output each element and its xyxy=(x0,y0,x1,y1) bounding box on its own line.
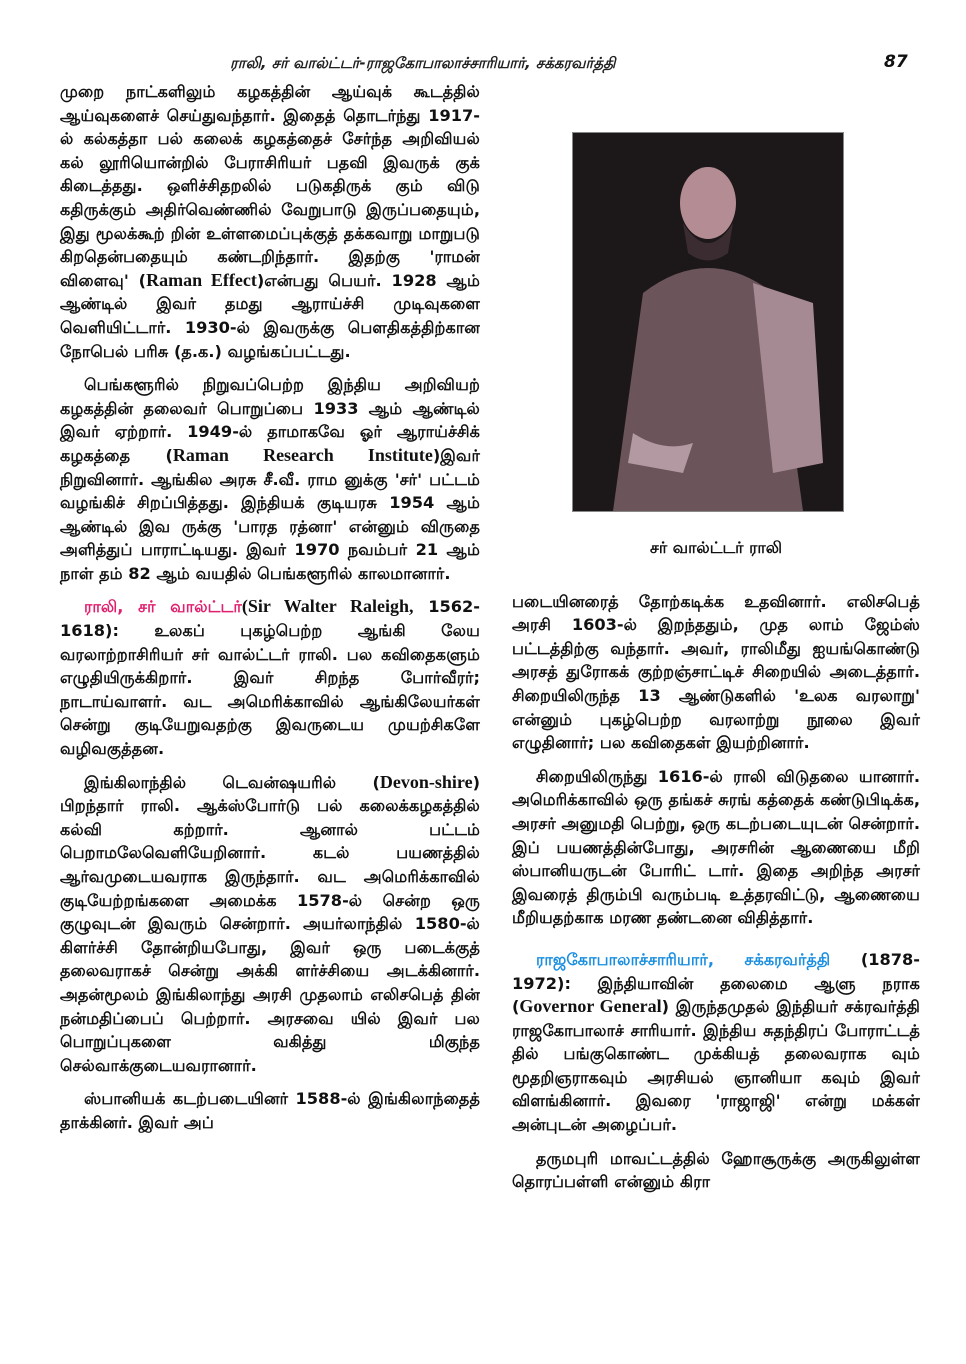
portrait-photo xyxy=(572,132,844,512)
paragraph: இங்கிலாந்தில் டெவன்ஷயரில் (Devon-shire) பிறந்தார் ராலி. ஆக்ஸ்போர்டு பல் கலைக்கழகத்தில் கல்வி கற்றார். ஆனால் பட்டம் பெறாமலேவெளியேறினார். கடல் பயணத்தில் ஆர்வமுடையவராக இருந்தார். வட அமெரிக்காவில் குடியேற்றங்களை அமைக்க 1578-ல் சென்ற ஒரு குழுவுடன் இவரும் சென்றார். அயர்லாந்தில் 1580-ல் கிளர்ச்சி தோன்றியபோது, இவர் ஒரு படைக்குத் தலைவராகச் சென்று அக்கி ளர்ச்சியை அடக்கினார். அதன்மூலம் இங்கிலாந்து அரசி முதலாம் எலிசபெத் தின் நன்மதிப்பைப் பெற்றார். அரசவை யில் இவர் பல பொறுப்புகளை வகித்து மிகுந்த செல்வாக்குடையவரானார். xyxy=(60,771,480,1075)
entry-heading: ராலி, சர் வால்ட்டர் xyxy=(84,597,242,617)
paragraph: பெங்களூரில் நிறுவப்பெற்ற இந்திய அறிவியற் கழகத்தின் தலைவர் பொறுப்பை 1933 ஆம் ஆண்டில் இவர் ஏற்றார். 1949-ல் தாமாகவே ஓர் ஆராய்ச்சிக் கழகத்தை (Raman Research Institute)இவர் நிறுவினார். ஆங்கில அரசு சீ.வீ. ராம னுக்கு 'சர்' பட்டம் வழங்கிச் சிறப்பித்தது. இந்தியக் குடியரசு 1954 ஆம் ஆண்டில் இவ ருக்கு 'பாரத ரத்னா' என்னும் விருதை அளித்துப் பாராட்டியது. இவர் 1970 நவம்பர் 21 ஆம் நாள் தம் 82 ஆம் வயதில் பெங்களூரில் காலமானார். xyxy=(60,375,480,583)
entry-rajagopalachari: ராஜகோபாலாச்சாரியார், சக்கரவர்த்தி (1878-1972): இந்தியாவின் தலைமை ஆளு நராக (Governor General) இருந்தமுதல் இந்தியர் சக்ரவர்த்தி ராஜகோபாலாச் சாரியார். இந்திய சுதந்திரப் போராட்டத் தில் பங்குகொண்ட முக்கியத் தலைவராக வும் மூதறிஞராகவும் அரசியல் ஞானியா கவும் இவர் விளங்கினார். இவரை 'ராஜாஜி' என்று மக்கள் அன்புடன் அழைப்பர். xyxy=(512,949,921,1135)
entry-heading: ராஜகோபாலாச்சாரியார், சக்கரவர்த்தி xyxy=(536,949,831,969)
paragraph: சிறையிலிருந்து 1616-ல் ராலி விடுதலை யானார். அமெரிக்காவில் ஒரு தங்கச் சுரங் கத்தைக் கண்டுபிடிக்க, அரசர் அனுமதி பெற்று, ஒரு கடற்படையுடன் சென்றார். இப் பயணத்தின்போது, அரசரின் ஆணையை மீறி ஸ்பானியருடன் போரிட் டார். இதை அறிந்த அரசர் இவரைத் திரும்பி வரும்படி உத்தரவிட்டு, ஆணையை மீறியதற்காக மரண தண்டனை விதித்தார். xyxy=(512,766,920,928)
paragraph: படையினரைத் தோற்கடிக்க உதவினார். எலிசபெத் அரசி 1603-ல் இறந்ததும், முத லாம் ஜேம்ஸ் பட்டத்திற்கு வந்தார். அவர், ராலிமீது ஐயங்கொண்டு அரசத் துரோகக் குற்றஞ்சாட்டிச் சிறையில் அடைத்தார். சிறையிலிருந்த 13 ஆண்டுகளில் 'உலக வரலாறு' என்னும் புகழ்பெற்ற வரலாற்று நூலை இவர் எழுதினார்; பல கவிதைகள் இயற்றினார். xyxy=(512,591,920,753)
paragraph: முறை நாட்களிலும் கழகத்தின் ஆய்வுக் கூடத்தில் ஆய்வுகளைச் செய்துவந்தார். இதைத் தொடர்ந்து 1917-ல் கல்கத்தா பல் கலைக் கழகத்தைச் சேர்ந்த அறிவியல் கல் லூரியொன்றில் பேராசிரியர் பதவி இவருக் குக் கிடைத்தது. ஒளிச்சிதறலில் படுகதிருக் கும் விடு கதிருக்கும் அதிர்வெண்ணில் வேறுபாடு இருப்பதையும், இது மூலக்கூற் றின் உள்ளமைப்புக்குத் தக்கவாறு மாறுபடு கிறதென்பதையும் கண்டறிந்தார். இதற்கு 'ராமன் விளைவு' (Raman Effect)என்பது பெயர். 1928 ஆம் ஆண்டில் இவர் தமது ஆராய்ச்சி முடிவுகளை வெளியிட்டார். 1930-ல் இவருக்கு பௌதிகத்திற்கான நோபெல் பரிசு (த.க.) வழங்கப்பட்டது. xyxy=(60,82,480,361)
left-column xyxy=(60,80,480,1145)
paragraph: ஸ்பானியக் கடற்படையினர் 1588-ல் இங்கிலாந்தைத் தாக்கினர். இவர் அப் xyxy=(60,1089,480,1132)
running-head: ராலி, சர் வால்ட்டர்-ராஜகோபாலாச்சாரியார், சக்கரவர்த்தி xyxy=(230,54,616,72)
photo-caption: சர் வால்ட்டர் ராலி xyxy=(649,538,783,557)
page-header xyxy=(0,52,966,78)
entry-raleigh: ராலி, சர் வால்ட்டர்(Sir Walter Raleigh, 1562-1618): உலகப் புகழ்பெற்ற ஆங்கி லேய வரலாற்றாசிரியர் சர் வால்ட்டர் ராலி. பல கவிதைகளும் எழுதியிருக்கிறார். இவர் சிறந்த போர்வீரர்; நாடாய்வாளர். வட அமெரிக்காவில் ஆங்கிலேயர்கள் சென்று குடியேறுவதற்கு இவருடைய முயற்சிகளே வழிவகுத்தன. xyxy=(60,596,480,759)
right-column xyxy=(512,122,920,1204)
page-number: 87 xyxy=(884,52,908,72)
paragraph: தருமபுரி மாவட்டத்தில் ஹோசூருக்கு அருகிலுள்ள தொரப்பள்ளி என்னும் கிரா xyxy=(512,1148,920,1192)
